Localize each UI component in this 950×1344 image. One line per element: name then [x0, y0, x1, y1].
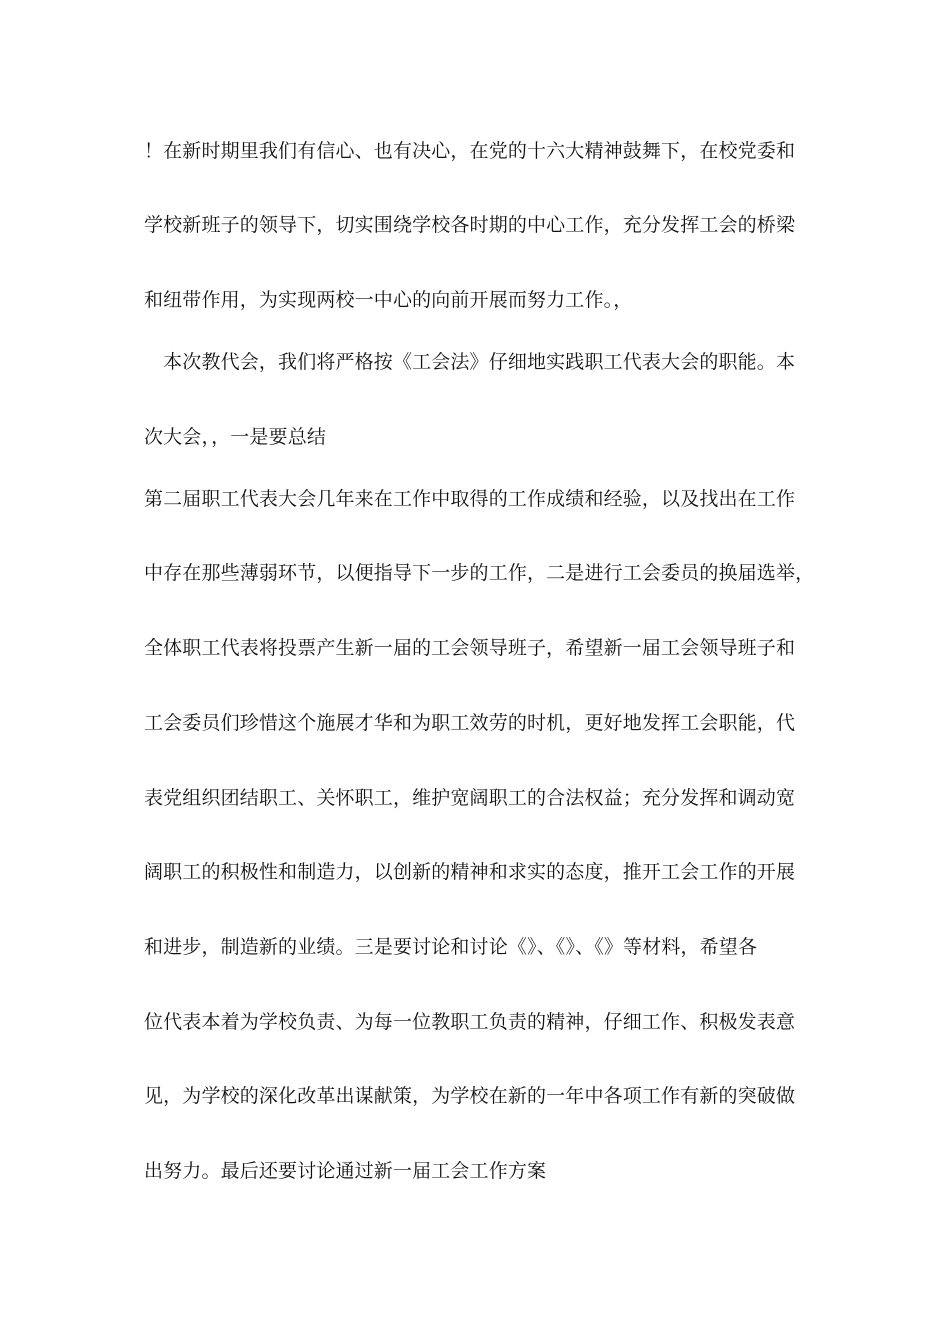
text-line: 出努力。最后还要讨论通过新一届工会工作方案: [144, 1160, 547, 1182]
text-line: 见，为学校的深化改革出谋献策，为学校在新的一年中各项工作有新的突破做: [144, 1085, 796, 1107]
text-line: 本次教代会，我们将严格按《工会法》仔细地实践职工代表大会的职能。本: [144, 351, 796, 373]
text-line: 和进步，制造新的业绩。三是要讨论和讨论《》、《》、《》等材料，希望各: [144, 936, 758, 958]
text-line: 表党组织团结职工、关怀职工，维护宽阔职工的合法权益；充分发挥和调动宽: [144, 787, 796, 809]
text-line: 阔职工的积极性和制造力，以创新的精神和求实的态度，推开工会工作的开展: [144, 861, 796, 883]
text-line: 全体职工代表将投票产生新一届的工会领导班子，希望新一届工会领导班子和: [144, 637, 796, 659]
text-line: 中存在那些薄弱环节，以便指导下一步的工作，二是进行工会委员的换届选举，: [144, 562, 815, 584]
text-line: ！在新时期里我们有信心、也有决心，在党的十六大精神鼓舞下，在校党委和: [144, 140, 796, 162]
text-line: 第二届职工代表大会几年来在工作中取得的工作成绩和经验，以及找出在工作: [144, 488, 796, 510]
text-line: 次大会，，一是要总结: [144, 426, 327, 448]
text-line: 工会委员们珍惜这个施展才华和为职工效劳的时机，更好地发挥工会职能，代: [144, 712, 796, 734]
text-line: 学校新班子的领导下，切实围绕学校各时期的中心工作，充分发挥工会的桥梁: [144, 214, 796, 236]
text-line: 和纽带作用，为实现两校一中心的向前开展而努力工作。，: [144, 289, 633, 311]
text-line: 位代表本着为学校负责、为每一位教职工负责的精神，仔细工作、积极发表意: [144, 1011, 796, 1033]
